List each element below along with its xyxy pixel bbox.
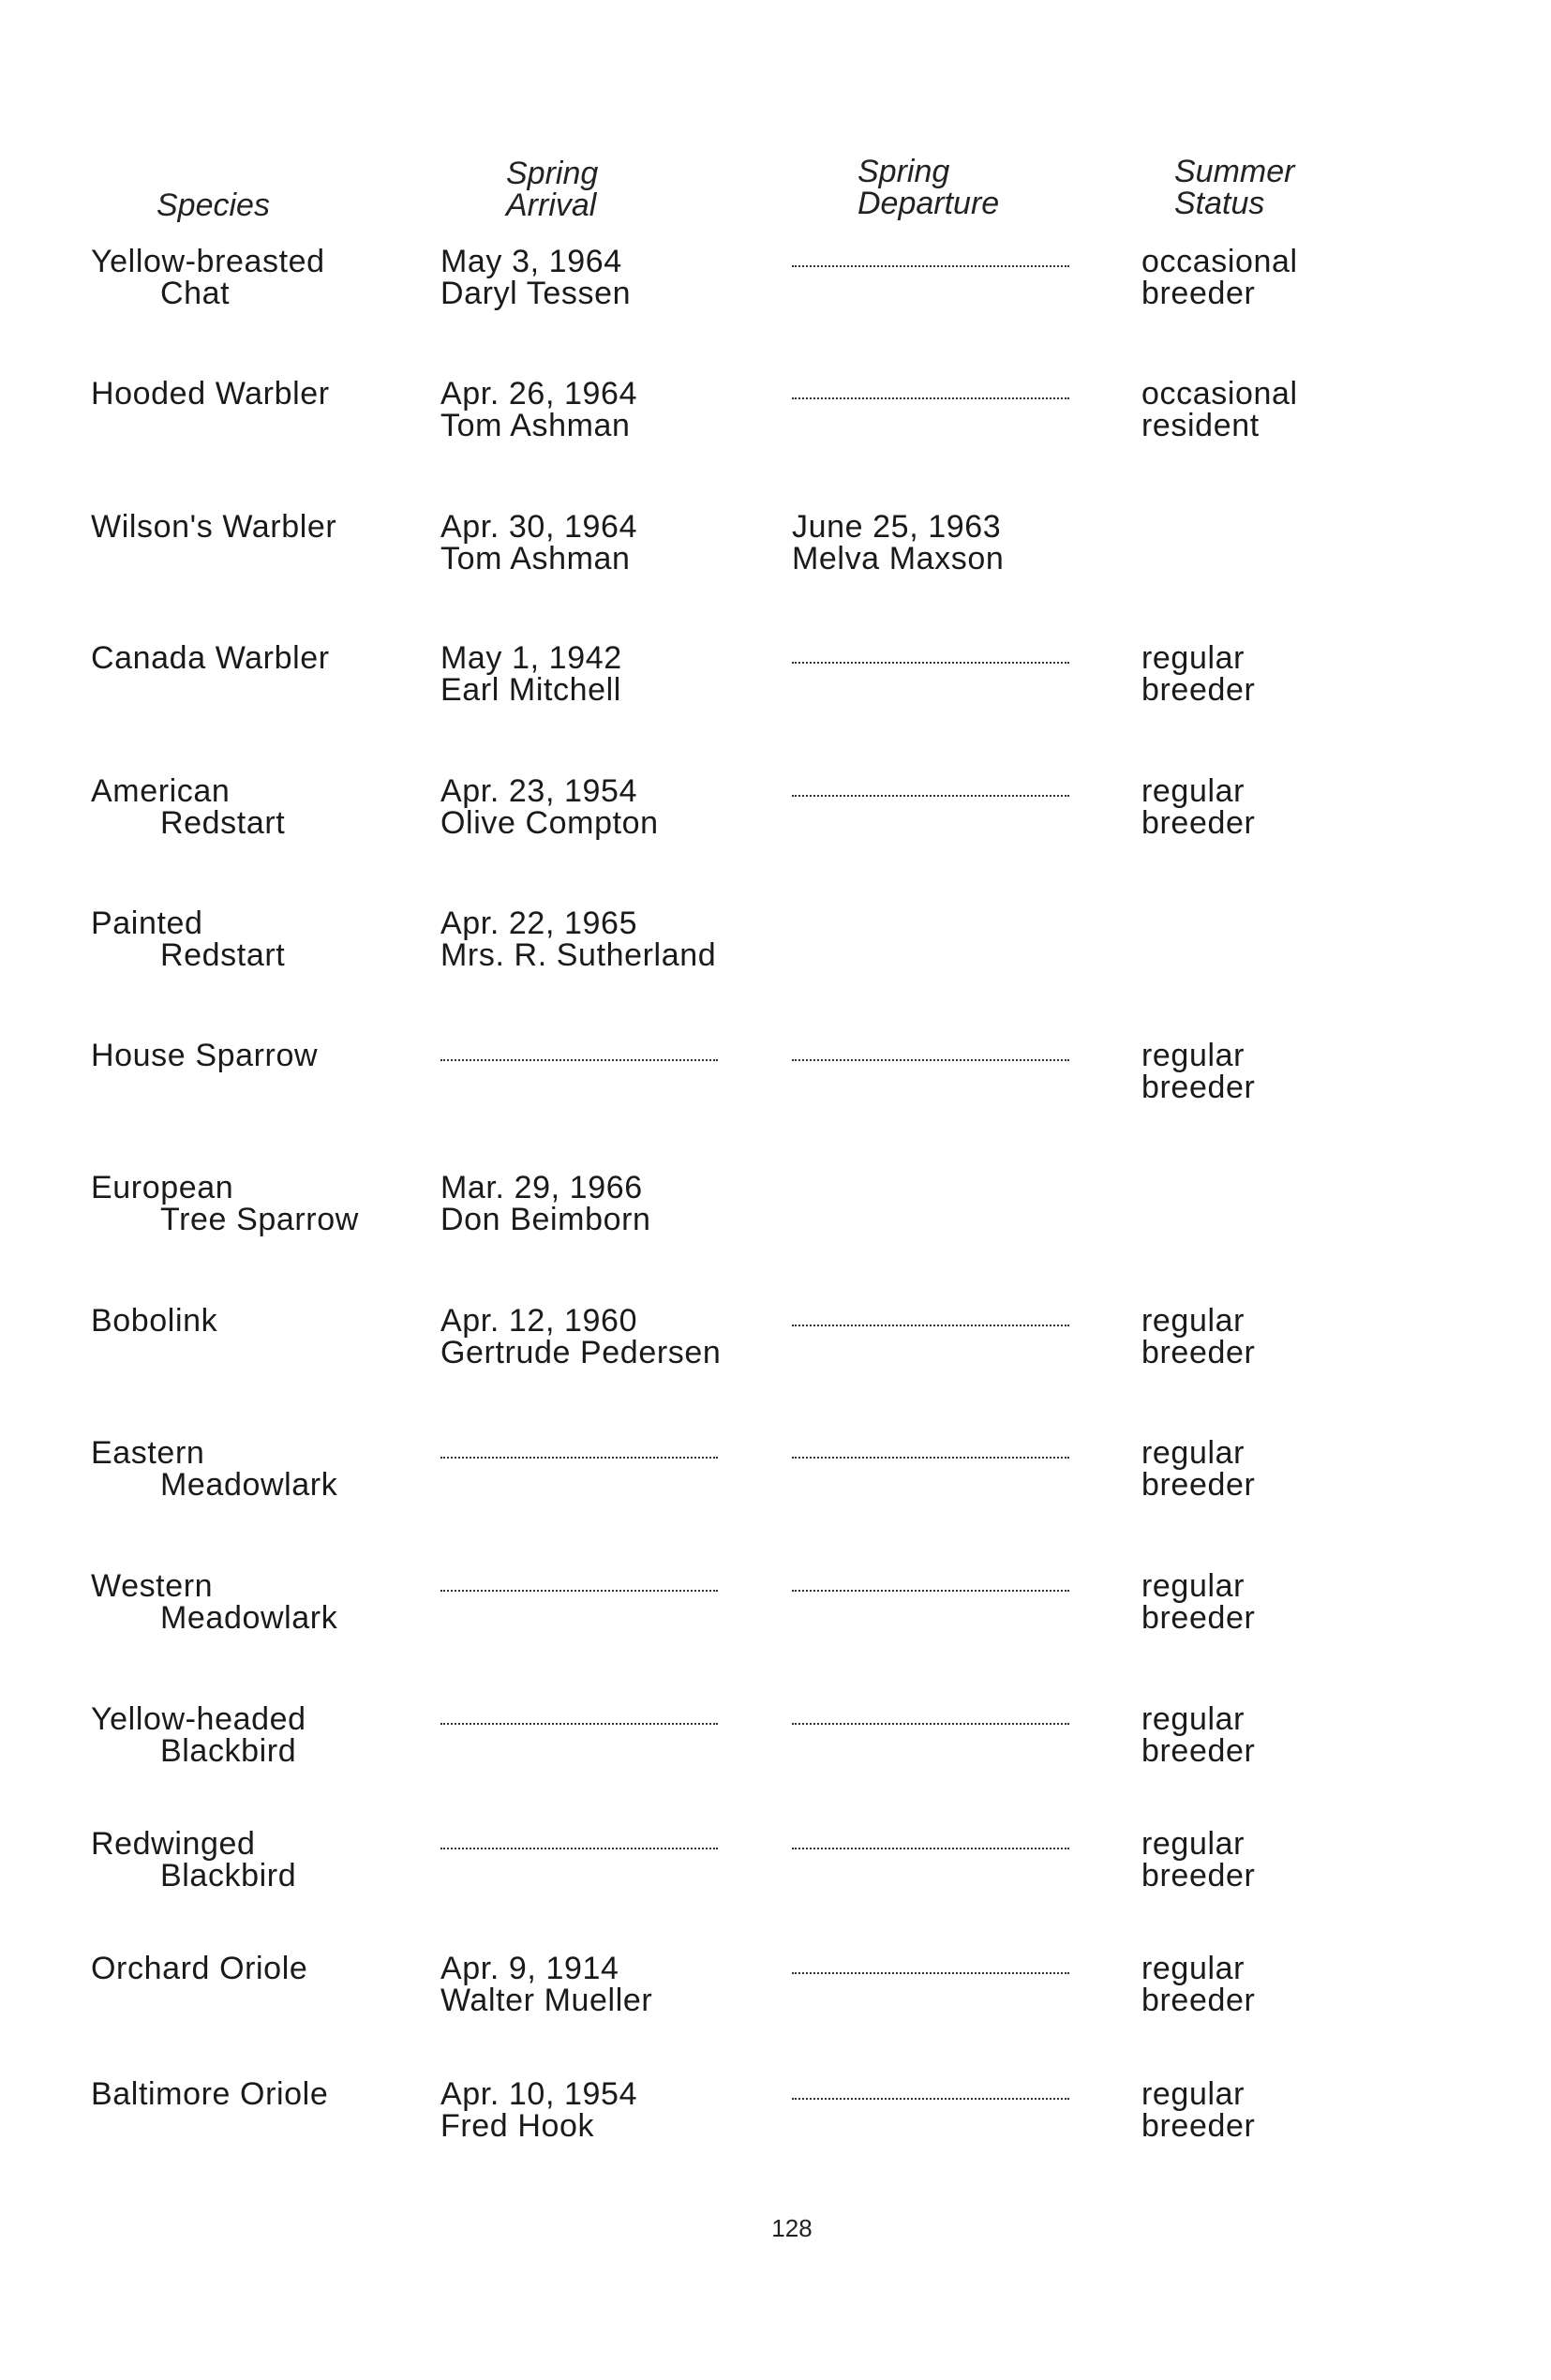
header-species <box>157 189 270 221</box>
table-row <box>0 378 1551 453</box>
dotted-leader <box>792 265 1069 267</box>
species-text: Yellow-breasted <box>91 244 325 279</box>
dotted-leader <box>792 397 1069 399</box>
species-text: Tree Sparrow <box>160 1202 359 1237</box>
species-cell <box>91 511 336 543</box>
status-cell <box>1141 642 1255 706</box>
arrival-text: Mar. 29, 1966 <box>440 1170 643 1205</box>
species-text: Chat <box>160 276 231 311</box>
species-text: Redwinged <box>91 1826 256 1862</box>
arrival-cell <box>440 511 637 575</box>
species-text: Bobolink <box>91 1303 218 1339</box>
status-text: breeder <box>1141 276 1256 311</box>
arrival-text: Apr. 30, 1964 <box>440 509 638 545</box>
species-text: Wilson's Warbler <box>91 509 337 545</box>
dotted-leader <box>792 2098 1069 2100</box>
status-text: breeder <box>1141 1467 1256 1503</box>
status-text: breeder <box>1141 1733 1256 1769</box>
status-text: breeder <box>1141 1858 1256 1894</box>
status-cell <box>1141 1570 1255 1634</box>
status-text: regular <box>1141 1701 1245 1737</box>
header-line: Status <box>1174 186 1265 221</box>
species-text: American <box>91 773 231 809</box>
status-text: resident <box>1141 408 1260 443</box>
arrival-cell <box>440 2078 637 2142</box>
arrival-text: May 3, 1964 <box>440 244 622 279</box>
species-text: Meadowlark <box>160 1600 338 1636</box>
status-text: breeder <box>1141 672 1256 708</box>
table-row <box>0 1570 1551 1645</box>
species-cell <box>91 1570 337 1634</box>
status-text: regular <box>1141 1038 1245 1073</box>
arrival-text: Apr. 12, 1960 <box>440 1303 638 1339</box>
species-text: Orchard Oriole <box>91 1951 308 1986</box>
status-text: occasional <box>1141 376 1298 412</box>
arrival-text: Apr. 23, 1954 <box>440 773 638 809</box>
species-cell <box>91 1703 306 1767</box>
dotted-leader <box>792 1590 1069 1592</box>
species-cell <box>91 378 330 410</box>
status-cell <box>1141 1305 1255 1369</box>
arrival-cell <box>440 775 659 839</box>
dotted-leader <box>440 1590 718 1592</box>
departure-cell <box>792 511 1004 575</box>
header-spring-departure <box>858 156 999 219</box>
header-line: Arrival <box>506 187 597 223</box>
arrival-cell <box>440 1305 721 1369</box>
arrival-text: Don Beimborn <box>440 1202 651 1237</box>
header-summer-status <box>1174 156 1294 219</box>
header-line: Summer <box>1174 154 1295 189</box>
status-text: breeder <box>1141 1070 1256 1105</box>
species-cell <box>91 1172 359 1235</box>
dotted-leader <box>440 1059 718 1061</box>
table-row <box>0 1828 1551 1903</box>
arrival-text: Tom Ashman <box>440 408 631 443</box>
dotted-leader <box>440 1457 718 1459</box>
arrival-cell <box>440 246 631 309</box>
status-cell <box>1141 2078 1255 2142</box>
species-text: Yellow-headed <box>91 1701 306 1737</box>
header-line: Spring <box>506 156 599 191</box>
species-cell <box>91 2078 328 2110</box>
table-row <box>0 1703 1551 1778</box>
header-line: Spring <box>858 154 950 189</box>
departure-text: June 25, 1963 <box>792 509 1002 545</box>
dotted-leader <box>440 1848 718 1849</box>
arrival-cell <box>440 1953 652 2016</box>
arrival-text: Olive Compton <box>440 805 659 841</box>
arrival-cell <box>440 907 716 971</box>
species-cell <box>91 246 325 309</box>
species-text: Eastern <box>91 1435 205 1471</box>
table-row <box>0 1437 1551 1512</box>
table-row <box>0 511 1551 586</box>
arrival-text: Daryl Tessen <box>440 276 632 311</box>
status-text: breeder <box>1141 805 1256 841</box>
species-cell <box>91 642 330 674</box>
arrival-text: Mrs. R. Sutherland <box>440 937 717 973</box>
status-text: breeder <box>1141 1600 1256 1636</box>
table-row <box>0 1172 1551 1247</box>
status-cell <box>1141 1437 1255 1501</box>
species-text: House Sparrow <box>91 1038 319 1073</box>
table-row <box>0 1305 1551 1380</box>
species-cell <box>91 1828 296 1892</box>
status-text: regular <box>1141 1435 1245 1471</box>
arrival-text: Earl Mitchell <box>440 672 621 708</box>
arrival-text: May 1, 1942 <box>440 640 622 676</box>
status-text: regular <box>1141 1303 1245 1339</box>
species-cell <box>91 1953 307 1984</box>
arrival-cell <box>440 378 637 442</box>
table-row <box>0 907 1551 982</box>
status-text: occasional <box>1141 244 1298 279</box>
dotted-leader <box>792 1972 1069 1974</box>
header-spring-arrival <box>506 157 598 221</box>
status-cell <box>1141 775 1255 839</box>
status-text: breeder <box>1141 2108 1256 2144</box>
table-row <box>0 246 1551 321</box>
status-cell <box>1141 1040 1255 1103</box>
header-species-line: Species <box>157 187 270 223</box>
status-text: breeder <box>1141 1335 1256 1370</box>
status-text: regular <box>1141 1951 1245 1986</box>
species-text: Meadowlark <box>160 1467 338 1503</box>
species-cell <box>91 1437 337 1501</box>
header-line: Departure <box>858 186 1000 221</box>
status-cell <box>1141 378 1298 442</box>
status-text: regular <box>1141 2076 1245 2112</box>
dotted-leader <box>792 1848 1069 1849</box>
dotted-leader <box>792 1325 1069 1326</box>
arrival-text: Apr. 10, 1954 <box>440 2076 638 2112</box>
dotted-leader <box>792 1723 1069 1725</box>
species-text: Baltimore Oriole <box>91 2076 329 2112</box>
species-text: Blackbird <box>160 1733 297 1769</box>
arrival-text: Apr. 22, 1965 <box>440 906 638 941</box>
status-text: regular <box>1141 773 1245 809</box>
arrival-cell <box>440 1172 651 1235</box>
table-row <box>0 775 1551 850</box>
status-text: regular <box>1141 640 1245 676</box>
status-cell <box>1141 1828 1255 1892</box>
arrival-text: Apr. 26, 1964 <box>440 376 638 412</box>
species-cell <box>91 1040 318 1071</box>
dotted-leader <box>792 795 1069 797</box>
table-row <box>0 2078 1551 2153</box>
dotted-leader <box>792 1457 1069 1459</box>
species-cell <box>91 907 285 971</box>
species-text: Redstart <box>160 805 286 841</box>
table-row <box>0 1953 1551 2028</box>
arrival-text: Fred Hook <box>440 2108 595 2144</box>
species-text: Canada Warbler <box>91 640 330 676</box>
table-row <box>0 1040 1551 1115</box>
status-text: breeder <box>1141 1983 1256 2018</box>
arrival-text: Walter Mueller <box>440 1983 653 2018</box>
arrival-text: Gertrude Pedersen <box>440 1335 722 1370</box>
species-text: Western <box>91 1568 214 1604</box>
species-cell <box>91 775 285 839</box>
status-text: regular <box>1141 1568 1245 1604</box>
status-cell <box>1141 1953 1255 2016</box>
species-cell <box>91 1305 217 1337</box>
arrival-cell <box>440 642 622 706</box>
species-text: Painted <box>91 906 203 941</box>
status-cell <box>1141 1703 1255 1767</box>
dotted-leader <box>792 662 1069 664</box>
dotted-leader <box>792 1059 1069 1061</box>
table-row <box>0 642 1551 717</box>
status-text: regular <box>1141 1826 1245 1862</box>
page-number: 128 <box>771 2214 813 2242</box>
arrival-text: Tom Ashman <box>440 541 631 576</box>
species-text: Hooded Warbler <box>91 376 330 412</box>
species-text: European <box>91 1170 234 1205</box>
species-text: Blackbird <box>160 1858 297 1894</box>
arrival-text: Apr. 9, 1914 <box>440 1951 619 1986</box>
dotted-leader <box>440 1723 718 1725</box>
status-cell <box>1141 246 1298 309</box>
departure-text: Melva Maxson <box>792 541 1005 576</box>
species-text: Redstart <box>160 937 286 973</box>
